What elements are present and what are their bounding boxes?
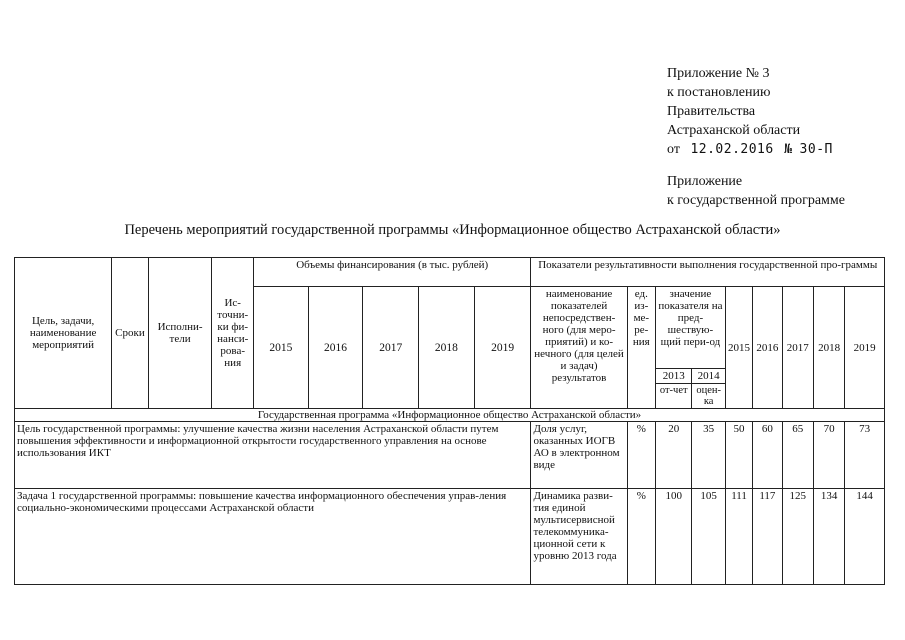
baseline-sub-header: от-чет <box>656 384 692 409</box>
unit-cell: % <box>627 422 655 489</box>
value-cell: 65 <box>782 422 813 489</box>
goal-cell: Задача 1 государственной программы: повышение качества информационного обеспечения управ-ления социально-экономическими процессами Астраханской области <box>15 489 531 585</box>
col-goal-header: Цель, задачи, наименование мероприятий <box>15 258 112 409</box>
header-line: Астраханской области <box>667 123 801 138</box>
value-cell: 105 <box>692 489 725 585</box>
indicators-group-header: Показатели результативности выполнения государственной про-граммы <box>531 258 885 287</box>
col-baseline-header: значение показателя на пред-шествую-щий пери-од <box>656 287 726 369</box>
col-indicator-name-header: наименование показателей непосредствен-ного (для меро-приятий) и ко-нечного (для целей и задач) результатов <box>531 287 627 409</box>
value-cell: 20 <box>656 422 692 489</box>
header-date-line <box>667 140 845 159</box>
decree-date: 12.02.2016 <box>690 142 774 157</box>
col-unit-header: ед. из-ме-ре-ния <box>627 287 655 409</box>
col-sources-header: Ис-точни-ки фи-нанси-рова-ния <box>212 258 254 409</box>
unit-cell: % <box>627 489 655 585</box>
number-prefix: № <box>784 142 793 157</box>
appendix-line: Приложение <box>667 174 743 189</box>
indicator-year-header: 2015 <box>725 287 752 409</box>
funding-year-header: 2018 <box>419 287 475 409</box>
indicator-year-header: 2019 <box>845 287 885 409</box>
funding-year-header: 2016 <box>308 287 363 409</box>
decree-number: 30-П <box>799 142 833 157</box>
funding-year-header: 2019 <box>474 287 531 409</box>
funding-year-header: 2017 <box>363 287 419 409</box>
table-row <box>15 422 885 489</box>
value-cell: 35 <box>692 422 725 489</box>
date-prefix: от <box>667 142 680 157</box>
value-cell: 70 <box>813 422 844 489</box>
measures-table <box>14 257 885 585</box>
header-line: Правительства <box>667 104 756 119</box>
value-cell: 100 <box>656 489 692 585</box>
value-cell: 111 <box>725 489 752 585</box>
col-executors-header: Исполни-тели <box>148 258 212 409</box>
indicator-cell: Динамика разви-тия единой мультисервисной телекоммуника-ционной сети к уровню 2013 года <box>531 489 627 585</box>
value-cell: 125 <box>782 489 813 585</box>
goal-cell: Цель государственной программы: улучшение качества жизни населения Астраханской области путем повышения эффективности и информационной открытости государственного управления на основе использования ИКТ <box>15 422 531 489</box>
appendix-line: к государственной программе <box>667 193 845 208</box>
indicator-year-header: 2016 <box>753 287 782 409</box>
funding-year-header: 2015 <box>253 287 308 409</box>
table-row <box>15 489 885 585</box>
value-cell: 134 <box>813 489 844 585</box>
header-line: Приложение № 3 <box>667 66 770 81</box>
value-cell: 60 <box>753 422 782 489</box>
baseline-year-header: 2014 <box>692 369 725 384</box>
program-row: Государственная программа «Информационное общество Астраханской области» <box>15 409 885 422</box>
header-line: к постановлению <box>667 85 771 100</box>
indicator-cell: Доля услуг, оказанных ИОГВ АО в электронном виде <box>531 422 627 489</box>
indicator-year-header: 2017 <box>782 287 813 409</box>
value-cell: 117 <box>753 489 782 585</box>
value-cell: 144 <box>845 489 885 585</box>
approval-header <box>667 64 845 210</box>
value-cell: 50 <box>725 422 752 489</box>
funding-group-header: Объемы финансирования (в тыс. рублей) <box>253 258 530 287</box>
indicator-year-header: 2018 <box>813 287 844 409</box>
document-title: Перечень мероприятий государственной программы «Информационное общество Астраханской области» <box>124 222 781 238</box>
value-cell: 73 <box>845 422 885 489</box>
baseline-year-header: 2013 <box>656 369 692 384</box>
baseline-sub-header: оцен-ка <box>692 384 725 409</box>
col-terms-header: Сроки <box>112 258 148 409</box>
